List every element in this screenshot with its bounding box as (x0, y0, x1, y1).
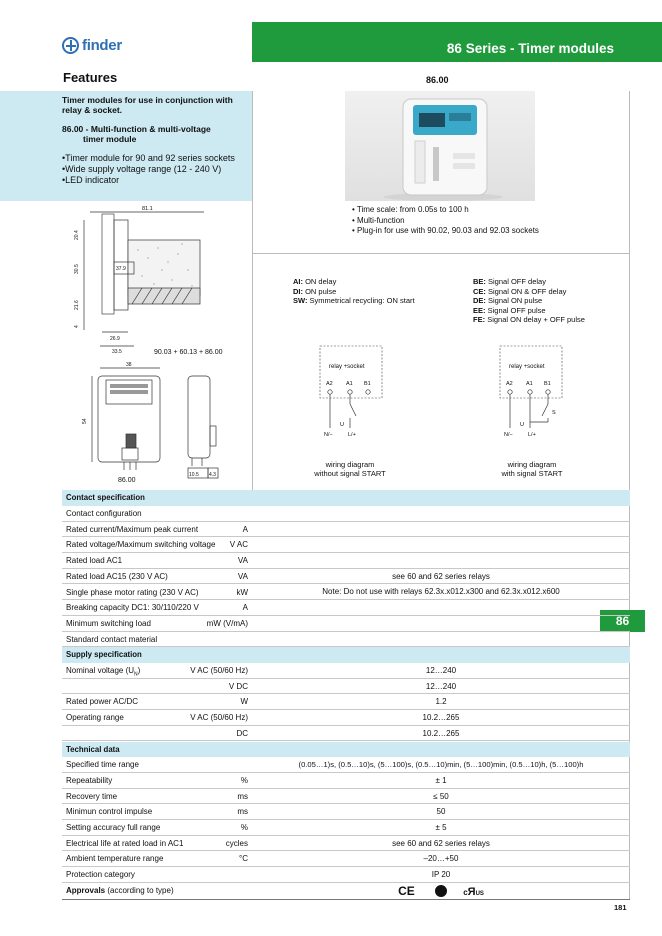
list-item: BE: Signal OFF delay (473, 277, 546, 286)
product-bullets (352, 205, 562, 237)
finder-logo-icon (62, 37, 79, 54)
dim-label: 37.9 (116, 266, 126, 272)
assembly-drawing (62, 200, 252, 490)
list-item: • Time scale: from 0.05s to 100 h (352, 205, 562, 216)
dim-label: 81.1 (142, 206, 153, 212)
feature-list (62, 153, 252, 186)
list-item: AI: ON delay (293, 277, 337, 286)
contact-warning: Note: Do not use with relays 62.3x.x012.x300 and 62.3x.x012.x600 (322, 587, 560, 596)
list-item: DI: ON pulse (293, 286, 337, 296)
contact-note: see 60 and 62 series relays (392, 572, 490, 581)
finder-logo (62, 37, 122, 54)
list-item: • Wide supply voltage range (12 - 240 V) (62, 164, 252, 175)
table-row: Operating range V AC (50/60 Hz) 10.2…265 (62, 710, 630, 726)
list-item: • Timer module for 90 and 92 series sockets (62, 153, 252, 164)
table-row: Nominal voltage $(U_N)$ V AC (50/60 Hz) 12…240 (62, 663, 630, 679)
table-row: Standard contact material (62, 632, 630, 648)
signal-label: S (552, 410, 556, 416)
pos-label: L/+ (528, 432, 536, 438)
product-photo (345, 91, 535, 201)
ul-mark-icon: cЯUS (463, 885, 484, 898)
table-row-approvals: Approvals (according to type) CE cЯUS (62, 883, 630, 900)
list-item: SW: Symmetrical recycling: ON start (293, 296, 415, 305)
table-row: Rated power AC/DC W 1.2 (62, 694, 630, 710)
table-row: Single phase motor rating (230 V AC) kW (62, 585, 630, 601)
dim-label: 30.5 (74, 264, 80, 274)
page-number: 181 (614, 903, 627, 912)
terminal-label: A1 (526, 381, 533, 387)
product-code: 86.00 (426, 75, 449, 85)
neg-label: N/− (504, 432, 513, 438)
relay-socket-label: relay +socket (509, 364, 545, 370)
features-heading: Features (63, 70, 118, 85)
table-row: Ambient temperature range °C –20…+50 (62, 851, 630, 867)
section-supply-spec: Supply specification (62, 647, 630, 663)
table-row: Minimum switching load mW (V/mA) (62, 616, 630, 632)
table-row: Setting accuracy full range % ± 5 (62, 820, 630, 836)
table-row: Contact configuration (62, 506, 630, 522)
dim-label: 20.4 (74, 230, 80, 240)
list-item: • Plug-in for use with 90.02, 90.03 and 92.03 sockets (352, 226, 562, 237)
wiring-caption-left: wiring diagram without signal START (314, 460, 386, 478)
cert-mark-icon (435, 885, 447, 897)
terminal-label: A1 (346, 381, 353, 387)
relay-socket-label: relay +socket (329, 364, 365, 370)
table-row: Protection category IP 20 (62, 867, 630, 883)
list-item: CE: Signal ON & OFF delay (473, 286, 567, 296)
terminal-label: B1 (544, 381, 551, 387)
supply-label: U (340, 422, 344, 428)
model-line-1: 86.00 - Multi-function & multi-voltage (62, 124, 211, 134)
model-line-2: timer module (83, 134, 137, 144)
dim-label: 21.6 (74, 300, 80, 310)
table-row: Rated current/Maximum peak current A (62, 522, 630, 538)
table-row: Rated load AC15 (230 V AC) VA (62, 569, 630, 585)
table-row: Repeatability % ± 1 (62, 773, 630, 789)
dim-label: 33.5 (112, 349, 122, 355)
dim-label: 10.5 (189, 472, 199, 478)
table-row: Electrical life at rated load in AC1 cycles see 60 and 62 series relays (62, 836, 630, 852)
dim-label: 26.9 (110, 336, 120, 342)
list-item: FE: Signal ON delay + OFF pulse (473, 315, 585, 324)
list-item: DE: Signal ON pulse (473, 296, 543, 305)
module-caption: 86.00 (118, 477, 136, 484)
dim-label: 4 (74, 325, 80, 328)
dim-label: 54 (82, 418, 88, 424)
list-item: • LED indicator (62, 175, 252, 186)
terminal-label: A2 (506, 381, 513, 387)
neg-label: N/− (324, 432, 333, 438)
divider (252, 253, 630, 254)
table-row: Minimun control impulse ms 50 (62, 804, 630, 820)
wiring-caption-right: wiring diagram with signal START (501, 460, 563, 478)
brand-name: finder (82, 37, 122, 54)
approval-marks (252, 884, 630, 898)
wiring-diagram-right (492, 342, 572, 442)
section-contact-spec: Contact specification (62, 490, 630, 506)
table-row: Rated voltage/Maximum switching voltage V AC (62, 537, 630, 553)
series-title: 86 Series - Timer modules (446, 41, 614, 56)
table-row: Recovery time ms ≤ 50 (62, 789, 630, 805)
list-item: • Multi-function (352, 216, 562, 227)
pos-label: L/+ (348, 432, 356, 438)
table-row: Breaking capacity DC1: 30/110/220 V A (62, 600, 630, 616)
table-row: Specified time range (0.05…1)s, (0.5…10)s, (5…100)s, (0.5…10)min, (5…100)min, (0.5…10)h, (5…100)h (62, 757, 630, 773)
dim-label: 38 (126, 362, 132, 368)
assembly-caption: 90.03 + 60.13 + 86.00 (154, 349, 223, 356)
feature-intro: Timer modules for use in conjunction with relay & socket. (62, 95, 233, 115)
function-list-left (293, 277, 415, 306)
terminal-label: A2 (326, 381, 333, 387)
list-item: EE: Signal OFF pulse (473, 305, 546, 315)
table-row: V DC 12…240 (62, 679, 630, 695)
column-divider (252, 91, 253, 491)
function-list-right (473, 277, 585, 325)
terminal-label: B1 (364, 381, 371, 387)
supply-label: U (520, 422, 524, 428)
wiring-diagram-left (312, 342, 392, 442)
table-row: Rated load AC1 VA (62, 553, 630, 569)
table-row: DC 10.2…265 (62, 726, 630, 742)
section-technical-data: Technical data (62, 742, 630, 758)
series-tab: 86 (600, 610, 645, 632)
dim-label: 4.3 (209, 472, 216, 478)
ce-mark-icon: CE (398, 883, 415, 898)
